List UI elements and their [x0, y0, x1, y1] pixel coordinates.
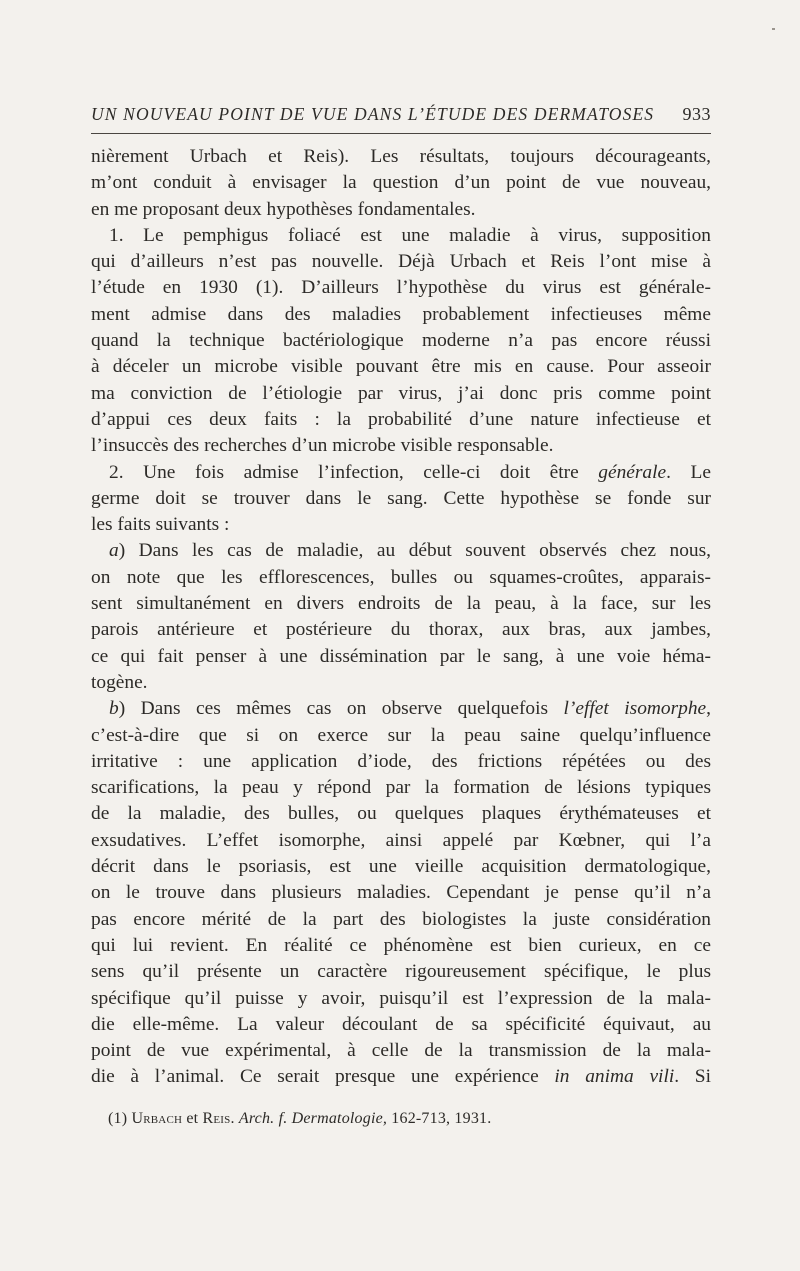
item-letter-a: a [109, 540, 119, 562]
running-title: UN NOUVEAU POINT DE VUE DANS L’ÉTUDE DES DERMATOSES [91, 104, 655, 124]
footnote-author-urbach: Urbach [131, 1110, 183, 1127]
text-segment: ) Dans les cas de maladie, au début souvent observés chez nous, [118, 540, 711, 562]
emphasis-generale: générale [598, 461, 667, 483]
text-line: m’ont conduit à envisager la question d’un point de vue nouveau, [91, 172, 711, 194]
text-line: exsudatives. L’effet isomorphe, ainsi appelé par Kœbner, qui l’a [91, 829, 711, 851]
running-head [91, 104, 711, 130]
footnote [108, 1110, 491, 1128]
text-line: ment admise dans des maladies probablement infectieuses même [91, 303, 711, 325]
text-line: décrit dans le psoriasis, est une vieille acquisition dermatologique, [91, 856, 711, 878]
scan-speck [772, 28, 775, 30]
footnote-journal: Arch. f. Dermatologie, [238, 1110, 388, 1127]
text-line [91, 1064, 711, 1090]
text-line: à déceler un microbe visible pouvant être mis en cause. Pour asseoir [91, 356, 711, 378]
text-segment: ) Dans ces mêmes cas on observe quelquefois [118, 698, 549, 720]
text-line: on note que les efflorescences, bulles ou squames-croûtes, apparais- [91, 566, 711, 588]
text-line: spécifique qu’il puisse y avoir, puisqu’il est l’expression de la mala- [91, 987, 711, 1009]
text-segment: , [706, 698, 711, 720]
text-line: les faits suivants : [91, 514, 230, 536]
text-line: l’insuccès des recherches d’un microbe visible responsable. [91, 435, 554, 457]
header-rule [91, 133, 711, 134]
text-line: die elle-même. La valeur découlant de sa spécificité équivaut, au [91, 1013, 711, 1035]
text-line [91, 538, 711, 564]
text-line: togène. [91, 671, 148, 693]
text-line: scarifications, la peau y répond par la formation de lésions typiques [91, 777, 711, 799]
text-line: ma conviction de l’étiologie par virus, j’ai donc pris comme point [91, 382, 711, 404]
text-line: 1. Le pemphigus foliacé est une maladie à virus, supposition [109, 224, 711, 246]
text-line: ce qui fait penser à une dissémination par le sang, à une voie héma- [91, 645, 711, 667]
text-line: c’est-à-dire que si on exerce sur la peau saine quelqu’influence [91, 724, 711, 746]
text-line [91, 696, 711, 722]
item-letter-b: b [109, 698, 119, 720]
text-line: de la maladie, des bulles, ou quelques plaques érythémateuses et [91, 803, 711, 825]
emphasis-effet-isomorphe: l’effet isomorphe [563, 698, 707, 720]
text-line: d’appui ces deux faits : la probabilité d’une nature infectieuse et [91, 408, 711, 430]
text-line: qui lui revient. En réalité ce phénomène est bien curieux, en ce [91, 934, 711, 956]
text-line: en me proposant deux hypothèses fondamentales. [91, 198, 476, 220]
text-line: parois antérieure et postérieure du thorax, aux bras, aux jambes, [91, 619, 711, 641]
page-number: 933 [682, 104, 711, 124]
emphasis-in-anima-vili: in anima vili [554, 1066, 675, 1088]
text-segment: . Si [674, 1066, 711, 1088]
text-line: irritative : une application d’iode, des frictions répétées ou des [91, 750, 711, 772]
text-segment: . Le [666, 461, 711, 483]
text-line: sens qu’il présente un caractère rigoureusement spécifique, le plus [91, 961, 711, 983]
text-line: point de vue expérimental, à celle de la transmission de la mala- [91, 1040, 711, 1062]
text-line [91, 460, 711, 486]
text-line: on le trouve dans plusieurs maladies. Cependant je pense qu’il n’a [91, 882, 711, 904]
text-segment: 2. Une fois admise l’infection, celle-ci doit être [109, 461, 579, 483]
footnote-connector: et [186, 1110, 199, 1127]
text-segment: die à l’animal. Ce serait presque une expérience [91, 1066, 539, 1088]
body-text [91, 144, 711, 1091]
text-line: l’étude en 1930 (1). D’ailleurs l’hypothèse du virus est générale- [91, 277, 711, 299]
text-line: germe doit se trouver dans le sang. Cette hypothèse se fonde sur [91, 487, 711, 509]
footnote-author-reis: Reis. [202, 1110, 235, 1127]
text-line: quand la technique bactériologique moderne n’a pas encore réussi [91, 330, 711, 352]
text-line: qui d’ailleurs n’est pas nouvelle. Déjà Urbach et Reis l’ont mise à [91, 251, 711, 273]
text-line: nièrement Urbach et Reis). Les résultats, toujours décourageants, [91, 146, 711, 167]
footnote-number: (1) [108, 1110, 128, 1127]
text-line: sent simultanément en divers endroits de la peau, à la face, sur les [91, 593, 711, 615]
footnote-reference: 162-713, 1931. [391, 1110, 492, 1127]
text-line: pas encore mérité de la part des biologistes la juste considération [91, 908, 711, 930]
